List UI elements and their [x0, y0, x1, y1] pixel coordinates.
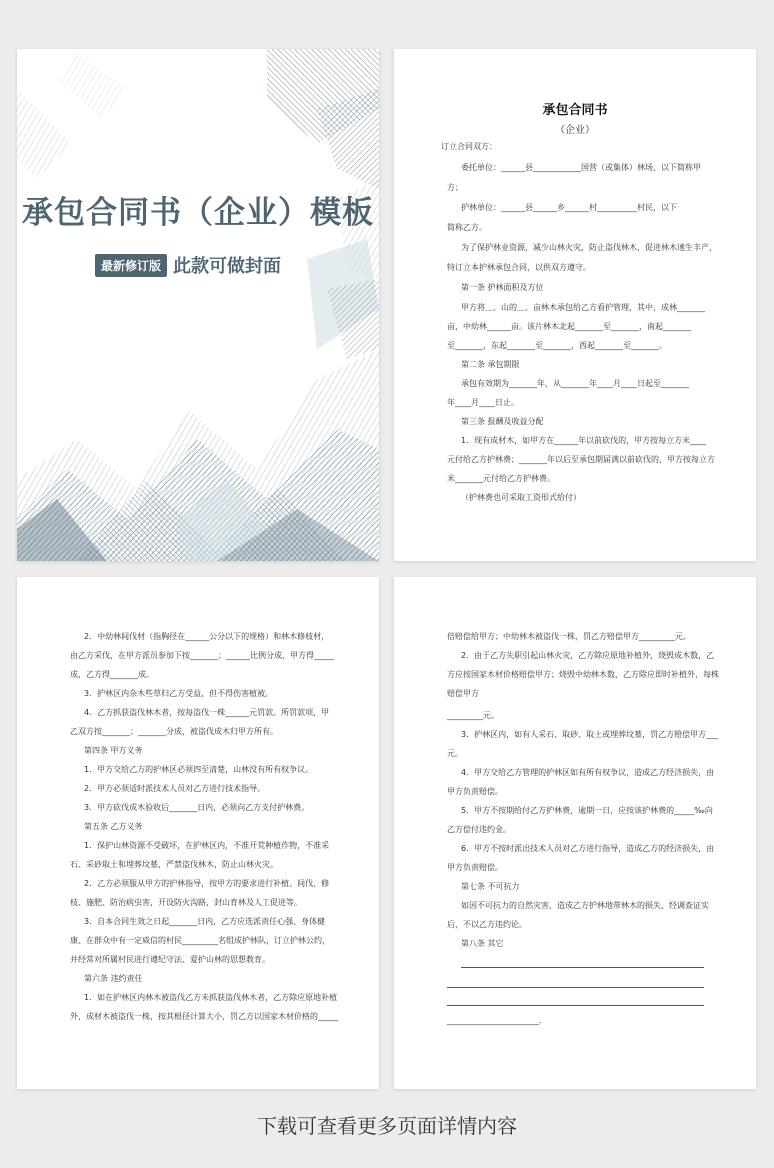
contract-line: 1．如在护林区内林木被盗伐乙方未抓获盗伐林木者，乙方除应原地补植 — [84, 993, 338, 1002]
contract-line: _________元。 — [447, 711, 499, 720]
download-more-prompt: 下载可查看更多页面详情内容 — [257, 1114, 517, 1138]
contract-line: 乙双方按_______；_______分成，被盗伐成木归甲方所有。 — [70, 727, 278, 736]
contract-line: 赔偿甲方 — [447, 689, 479, 698]
contract-line: 年____月____日止。 — [447, 398, 519, 407]
blank-line — [461, 967, 704, 968]
contract-line: 4．甲方交给乙方管理的护林区如有所有权争议，造成乙方经济损失，由 — [461, 768, 715, 777]
contract-line: 6．甲方不按时派出技术人员对乙方进行指导，造成乙方的经济损失，由 — [461, 844, 715, 853]
contract-line: 2．中幼林间伐材（指胸径在______公分以下的规格）和林木修枝材， — [84, 632, 330, 641]
cover-title: 承包合同书（企业）模板 — [22, 195, 374, 231]
cover-geometric-art — [17, 49, 379, 561]
contract-line: 2．乙方必须服从甲方的护林指导，按甲方的要求进行补植、间伐、修 — [84, 879, 330, 888]
contract-line: 特订立本护林承包合同，以供双方遵守。 — [447, 263, 591, 272]
contract-line: 至_______，东起_______至_______，西起_______至_______。 — [447, 341, 667, 350]
contract-line: 订立合同双方： — [441, 142, 497, 151]
contract-line: 由乙方采伐，在甲方派员参加下按_______；______比例分成，甲方得_____ — [70, 651, 334, 660]
section-heading: 第七条 不可抗力 — [461, 882, 520, 891]
contract-page-2[interactable] — [17, 577, 379, 1089]
contract-line: 5．甲方不按期给付乙方护林费，逾期一日，应按该护林费的_____‰向 — [461, 806, 713, 815]
contract-line: 并经常对所属村民进行遵纪守法、爱护山林的思想教育。 — [70, 955, 270, 964]
contract-line: 3．护林区内，如有人采石、取砂、取土或埋葬坟墓，罚乙方赔偿甲方___ — [461, 730, 719, 739]
contract-line: 承包有效期为_______年，从_______年____月____日起至_______ — [461, 379, 689, 388]
section-heading: 第五条 乙方义务 — [84, 822, 143, 831]
contract-line: 元付给乙方护林费；_______年以后至承包期届满以前砍伐的，甲方按每立方 — [447, 455, 715, 464]
contract-line: 甲方将＿、山的＿、亩林木承包给乙方看护管理，其中，成林_______ — [461, 303, 705, 312]
contract-line: 简称乙方。 — [447, 223, 487, 232]
contract-line: 为了保护林业资源，减少山林火灾，防止盗伐林木，促进林木速生丰产， — [461, 243, 717, 252]
section-heading: 第四条 甲方义务 — [84, 746, 143, 755]
contract-line: 成，乙方得_______成。 — [70, 670, 154, 679]
revision-badge: 最新修订版 — [95, 254, 167, 277]
contract-line: 亩，中幼林______亩。该片林木北起_______至_______，南起_______ — [447, 322, 691, 331]
contract-page-1[interactable] — [394, 49, 756, 561]
blank-line — [447, 1005, 704, 1006]
contract-line: 2．甲方必须适时派技术人员对乙方进行技术指导。 — [84, 784, 266, 793]
section-heading: 第二条 承包期限 — [461, 360, 520, 369]
contract-line: 后，不以乙方违约论。 — [447, 920, 527, 929]
section-heading: 第八条 其它 — [461, 939, 504, 948]
contract-line: _______________________. — [447, 1016, 542, 1025]
cover-subtitle: 此款可做封面 — [173, 256, 282, 277]
contract-line: 3．护林区内杂木些草归乙方受益，但不得伤害植被。 — [84, 689, 274, 698]
contract-line: 如因不可抗力的自然灾害，造成乙方护林地带林木的损失，经调查证实 — [461, 901, 709, 910]
contract-line: 乙方偿付违约金。 — [447, 825, 511, 834]
section-heading: 第一条 护林面积及方位 — [461, 283, 544, 292]
contract-line: 外，成材木被盗伐一株，按其根径计算大小，罚乙方以国家木材价格的_____ — [70, 1012, 338, 1021]
contract-line: 方； — [447, 183, 463, 192]
contract-page-3[interactable] — [394, 577, 756, 1089]
cover-subtitle-row — [95, 252, 281, 278]
contract-line: 石、采砂取土和埋葬坟墓，严禁盗伐林木，防止山林火灾。 — [70, 860, 278, 869]
contract-line: 1．保护山林资源不受破坏，在护林区内，不准开荒种植作物，不准采 — [84, 841, 330, 850]
contract-line: 方应按国家木材价格赔偿甲方；烧毁中幼林木数，乙方除应即时补植外，每株 — [447, 670, 719, 679]
contract-line: 护林单位：______县______乡______村__________村民，以下 — [461, 203, 677, 212]
section-heading: 第三条 报酬及收益分配 — [461, 417, 544, 426]
document-subtitle: （企业） — [555, 125, 595, 136]
contract-line: 1．现有成材木，如甲方在______年以前砍伐的，甲方按每立方米____ — [461, 436, 707, 445]
contract-line: 1．甲方交给乙方的护林区必须四至清楚，山林没有所有权争议。 — [84, 765, 314, 774]
cover-page[interactable] — [17, 49, 379, 561]
contract-line: （护林费也可采取工资形式给付） — [461, 493, 581, 502]
contract-line: 倍赔偿给甲方；中幼林木被盗伐一株，罚乙方赔偿甲方_________元。 — [447, 632, 691, 641]
contract-line: 甲方负责赔偿。 — [447, 787, 503, 796]
contract-line: 2．由于乙方失职引起山林火灾，乙方除应原地补植外，烧毁成木数，乙 — [461, 651, 715, 660]
contract-line: 枝、施肥、防治病虫害，开设防火沟路，封山育林及人工促进等。 — [70, 898, 302, 907]
contract-line: 元。 — [447, 749, 463, 758]
contract-line: 甲方负责赔偿。 — [447, 863, 503, 872]
section-heading: 第六条 违约责任 — [84, 974, 143, 983]
contract-line: 康、在群众中有一定威信的村民_________名组成护林队，订立护林公约， — [70, 936, 330, 945]
contract-line: 米_______元付给乙方护林费。 — [447, 474, 555, 483]
contract-line: 4．乙方抓获盗伐林木者，按每盗伐一株______元罚款。所罚款项，甲 — [84, 708, 330, 717]
contract-line: 3．甲方砍伐成木验收后_______日内，必须向乙方支付护林费。 — [84, 803, 310, 812]
contract-line: 3．自本合同生效之日起_______日内，乙方应选派责任心强、身体健 — [84, 917, 326, 926]
contract-line: 委托单位：______县____________国营（或集体）林场，以下简称甲 — [461, 163, 701, 172]
document-title: 承包合同书 — [542, 103, 608, 118]
blank-line — [447, 987, 704, 988]
